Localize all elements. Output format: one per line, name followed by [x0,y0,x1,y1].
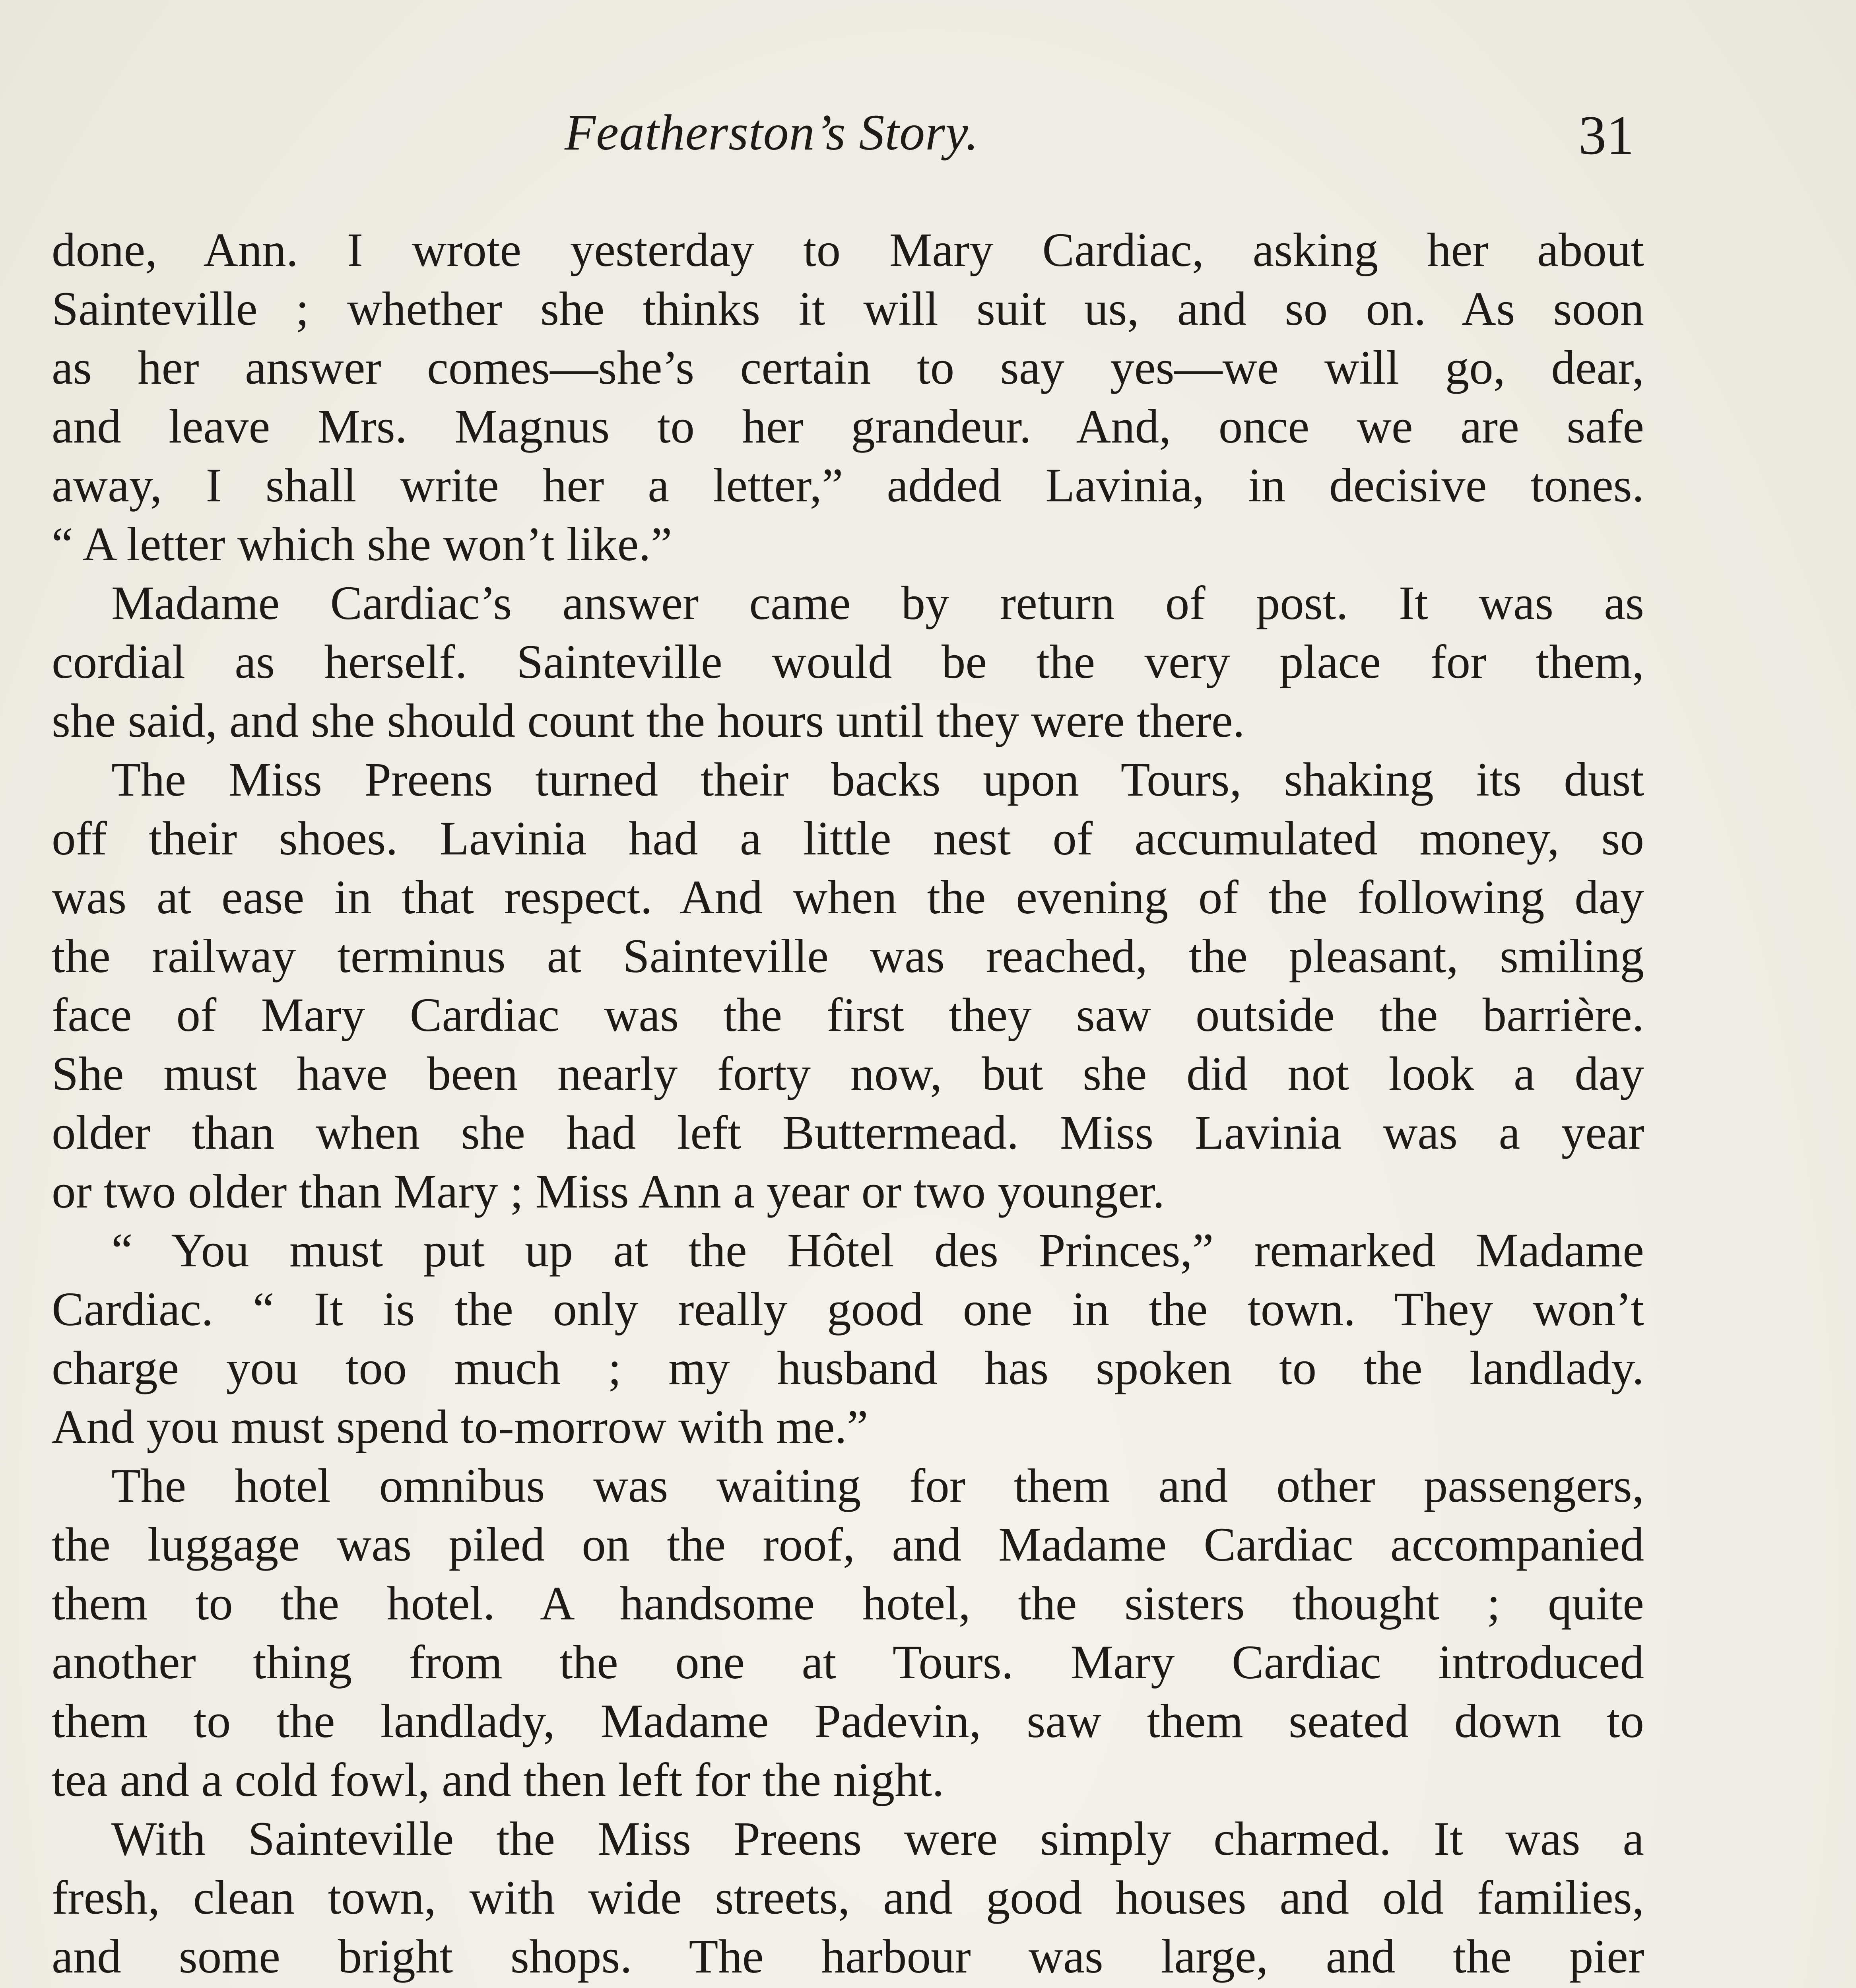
text-line: charge you too much ; my husband has spoken to the landlady. [52,1342,1644,1395]
text-line: or two older than Mary ; Miss Ann a year or two younger. [52,1165,1165,1218]
text-line: and some bright shops. The harbour was large, and the pier [52,1930,1644,1983]
text-line: Madame Cardiac’s answer came by return of post. It was as [111,577,1644,630]
text-line: cordial as herself. Sainteville would be the very place for them, [52,635,1644,689]
text-line: With Sainteville the Miss Preens were simply charmed. It was a [111,1812,1644,1866]
text-line: The Miss Preens turned their backs upon Tours, shaking its dust [111,753,1644,806]
text-line: away, I shall write her a letter,” added Lavinia, in decisive tones. [52,459,1644,512]
text-line: off their shoes. Lavinia had a little nest of accumulated money, so [52,812,1644,865]
text-line: older than when she had left Buttermead. Miss Lavinia was a year [52,1106,1644,1159]
text-line: she said, and she should count the hours until they were there. [52,694,1245,747]
text-line: the luggage was piled on the roof, and Madame Cardiac accompanied [52,1518,1644,1571]
text-line: Cardiac. “ It is the only really good one in the town. They won’t [52,1283,1644,1336]
text-line: was at ease in that respect. And when the evening of the following day [52,871,1644,924]
text-line: “ You must put up at the Hôtel des Princes,” remarked Madame [111,1224,1644,1277]
text-line: fresh, clean town, with wide streets, and good houses and old families, [52,1871,1644,1924]
page-number: 31 [1578,105,1634,166]
text-line [52,1986,1644,1988]
text-line: them to the landlady, Madame Padevin, saw them seated down to [52,1695,1644,1748]
text-line: “ A letter which she won’t like.” [52,518,672,571]
text-line: done, Ann. I wrote yesterday to Mary Cardiac, asking her about [52,223,1644,277]
text-line: Sainteville ; whether she thinks it will suit us, and so on. As soon [52,282,1644,336]
page-header [52,103,1642,183]
text-line: The hotel omnibus was waiting for them and other passengers, [111,1459,1644,1512]
text-line: face of Mary Cardiac was the first they saw outside the barrière. [52,988,1644,1042]
text-line: them to the hotel. A handsome hotel, the sisters thought ; quite [52,1577,1644,1630]
text-line: as her answer comes—she’s certain to say yes—we will go, dear, [52,341,1644,394]
text-line: And you must spend to-morrow with me.” [52,1400,868,1454]
text-line: She must have been nearly forty now, but she did not look a day [52,1047,1644,1101]
running-title: Featherston’s Story. [565,104,979,161]
body-text [52,221,1644,1988]
text-line: and leave Mrs. Magnus to her grandeur. And, once we are safe [52,400,1644,453]
text-line: another thing from the one at Tours. Mary Cardiac introduced [52,1636,1644,1689]
text-line: tea and a cold fowl, and then left for the night. [52,1753,944,1807]
text-line: the railway terminus at Sainteville was reached, the pleasant, smiling [52,930,1644,983]
